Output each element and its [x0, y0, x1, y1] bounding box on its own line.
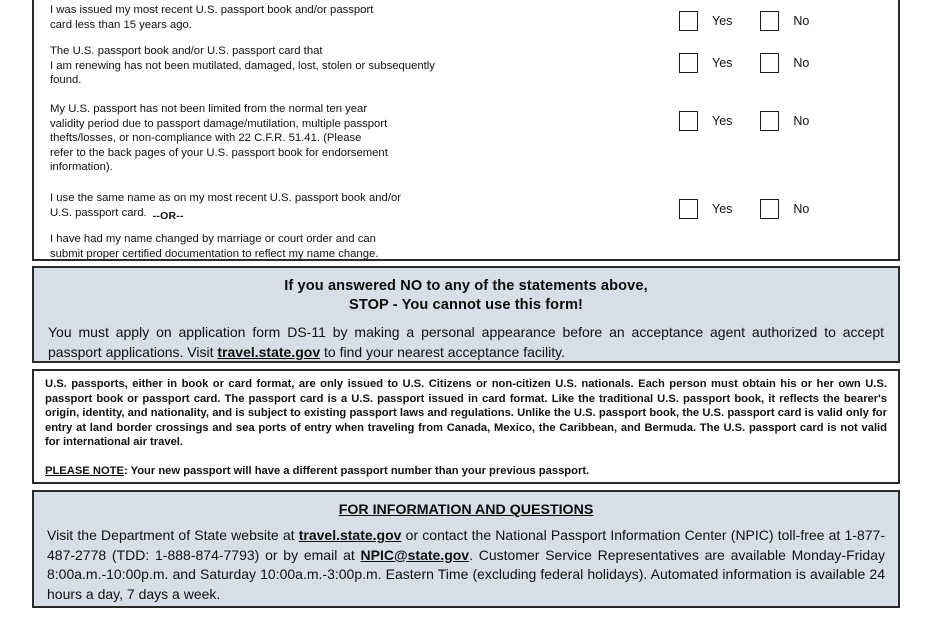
statement-line: card less than 15 years ago.: [50, 18, 192, 31]
statement-line: submit proper certified documentation to reflect my name change.: [50, 247, 379, 260]
checkbox-label-yes: Yes: [712, 114, 733, 128]
contact-body-text: [34, 518, 898, 604]
please-note-line: [34, 450, 898, 479]
stop-heading-line1: If you answered NO to any of the statements above,: [284, 278, 648, 294]
statement-line: validity period due to passport damage/mutilation, multiple passport: [50, 117, 388, 130]
answer-row-same-name: [679, 199, 809, 219]
checkbox-label-no: No: [793, 14, 810, 28]
statements-section: [32, 0, 900, 261]
checkbox-label-no: No: [793, 114, 810, 128]
stop-body-part1: You must apply on application form DS-11 by making a personal appearance before an acceptance agent authorized to accept passport applications. Visit: [48, 324, 884, 360]
checkbox-label-yes: Yes: [712, 14, 733, 28]
statement-line: refer to the back pages of your U.S. passport book for endorsement: [50, 146, 388, 159]
travel-state-gov-link[interactable]: travel.state.gov: [298, 527, 402, 543]
contact-heading: FOR INFORMATION AND QUESTIONS: [338, 502, 594, 518]
statement-line: I was issued my most recent U.S. passport book and/or passport: [50, 4, 374, 16]
stop-heading: [34, 268, 898, 315]
statement-text-not-mutilated: [50, 44, 670, 88]
answer-row-not-limited-validity: [679, 111, 809, 131]
contact-text-2: or contact the National Passport Information Center (NPIC) toll-free at 1-877-487-2778 (TDD: 1-888-874-7793) or by email at: [47, 527, 885, 563]
statement-line: [50, 206, 670, 221]
passport-info-section: [32, 369, 900, 484]
checkbox-label-yes: Yes: [712, 202, 733, 216]
or-separator: --OR--: [152, 209, 184, 222]
please-note-text: : Your new passport will have a different passport number than your previous passport.: [123, 464, 590, 477]
statement-line: I am renewing has not been mutilated, damaged, lost, stolen or subsequently: [50, 59, 435, 72]
statement-line: thefts/losses, or non-compliance with 22 C.F.R. 51.41. (Please: [50, 132, 362, 145]
statement-text-name-changed: [50, 232, 670, 261]
statement-line: The U.S. passport book and/or U.S. passport card that: [50, 45, 323, 57]
statement-line: information).: [50, 161, 113, 174]
statement-text-not-limited-validity: [50, 102, 670, 175]
checkbox-yes-same-name[interactable]: [679, 199, 698, 219]
statement-line-text: U.S. passport card.: [50, 206, 147, 219]
statement-line: I use the same name as on my most recent U.S. passport book and/or: [50, 192, 402, 204]
please-note-label: PLEASE NOTE: [45, 464, 124, 477]
stop-body-part2: to find your nearest acceptance facility.: [320, 343, 565, 360]
checkbox-no-not-limited-validity[interactable]: [760, 111, 779, 131]
stop-body-text: [34, 315, 898, 362]
answer-row-not-mutilated: [679, 53, 809, 73]
checkbox-label-no: No: [793, 202, 810, 216]
checkbox-yes-issued-recently[interactable]: [679, 11, 698, 31]
checkbox-yes-not-mutilated[interactable]: [679, 53, 698, 73]
stop-heading-line2: STOP - You cannot use this form!: [348, 297, 584, 313]
statement-text-same-name: [50, 191, 670, 220]
checkbox-no-same-name[interactable]: [760, 199, 779, 219]
checkbox-yes-not-limited-validity[interactable]: [679, 111, 698, 131]
checkbox-no-not-mutilated[interactable]: [760, 53, 779, 73]
answer-row-issued-recently: [679, 11, 809, 31]
passport-info-paragraph: U.S. passports, either in book or card format, are only issued to U.S. Citizens or non-citizen U.S. nationals. Each person must obtain his or her own U.S. passport book or passport card. The passport card is a U.S. passport issued in card format. Like the traditional U.S. passport book, it reflects the bearer's origin, identity, and nationality, and is subject to existing passport laws and regulations. Unlike the U.S. passport book, the U.S. passport card is valid only for entry at land border crossings and sea ports of entry when traveling from Canada, Mexico, the Caribbean, and Bermuda. The U.S. passport card is not valid for international air travel.: [45, 378, 887, 449]
contact-text-3: . Customer Service Representatives are available Monday-Friday 8:00a.m.-10:00p.m. and Saturday 10:00a.m.-3:00p.m. Eastern Time (excluding federal holidays). Automated information is available 24 hours a day, 7 days a week.: [47, 546, 885, 602]
contact-information-section: [32, 490, 900, 608]
npic-email-link[interactable]: NPIC@state.gov: [360, 546, 470, 563]
statement-line: My U.S. passport has not been limited from the normal ten year: [50, 103, 368, 115]
statement-line: found.: [50, 74, 82, 87]
checkbox-no-issued-recently[interactable]: [760, 11, 779, 31]
contact-text-1: Visit the Department of State website at: [47, 527, 299, 543]
travel-state-gov-link[interactable]: travel.state.gov: [217, 343, 321, 360]
checkbox-label-yes: Yes: [712, 56, 733, 70]
statement-text-issued-recently: [50, 3, 670, 32]
checkbox-label-no: No: [793, 56, 810, 70]
statement-line: I have had my name changed by marriage or court order and can: [50, 233, 376, 245]
stop-warning-banner: [32, 266, 900, 363]
